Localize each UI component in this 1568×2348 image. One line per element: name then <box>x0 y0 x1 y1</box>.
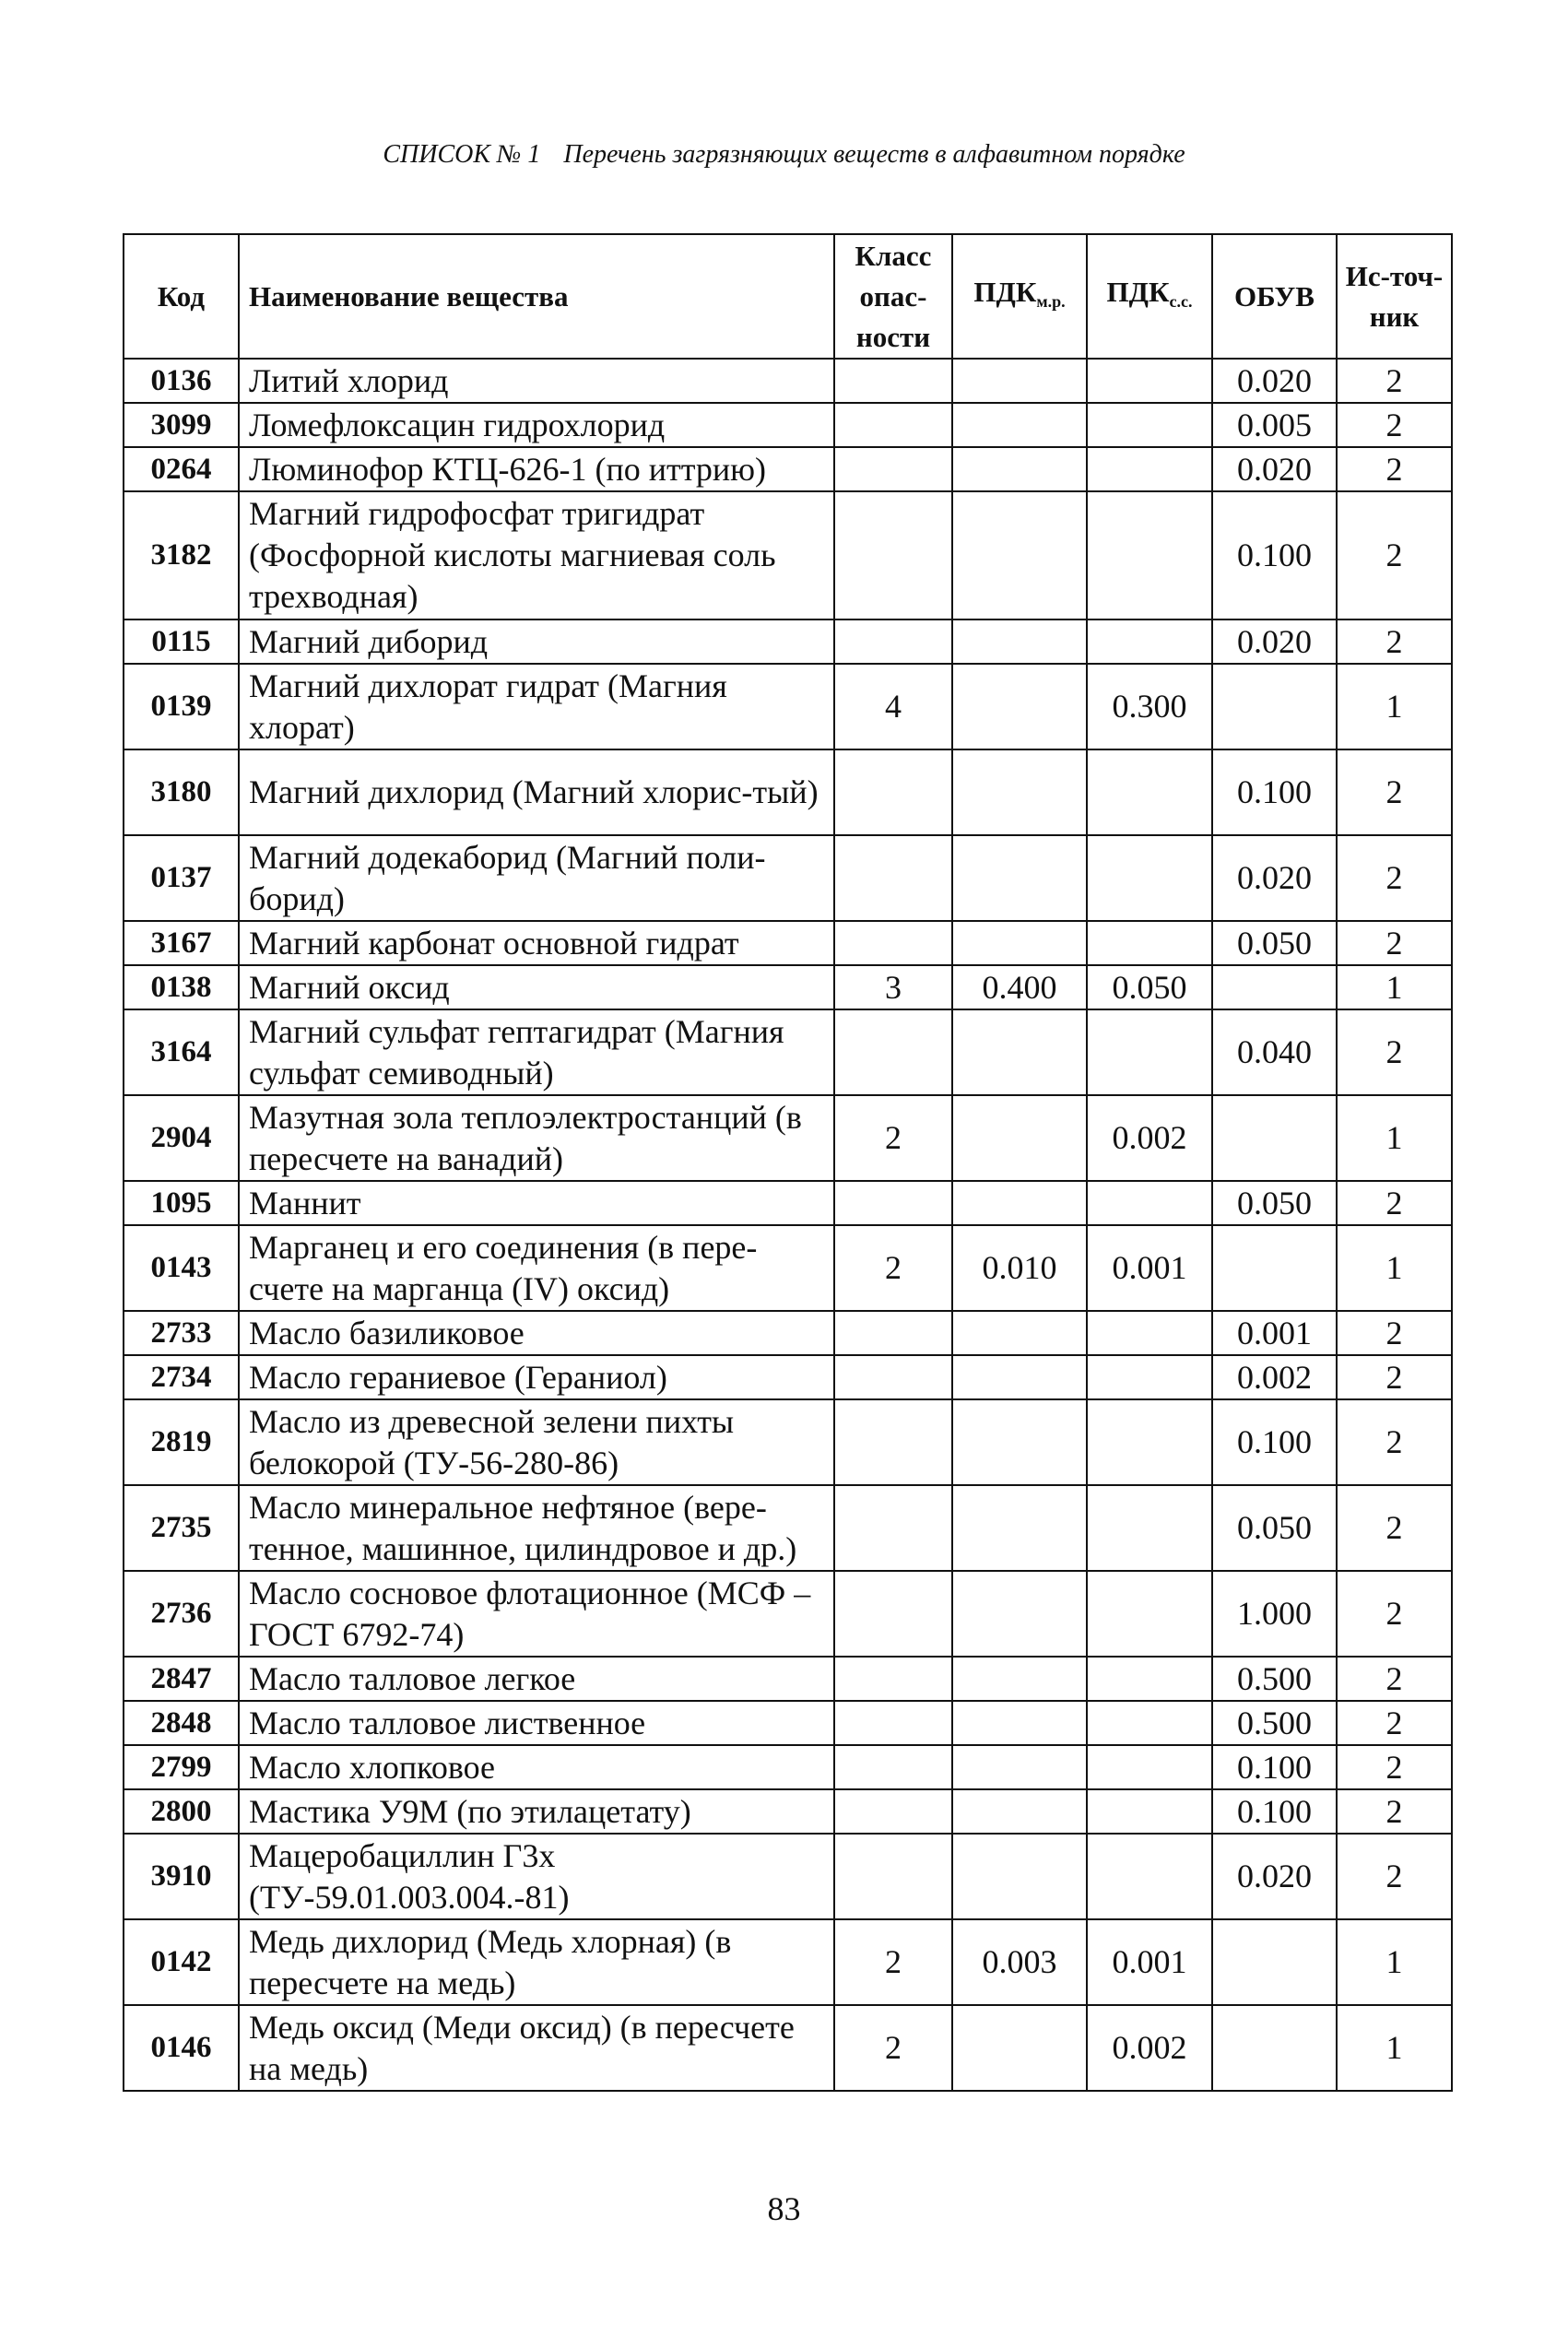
cell-pdk-mr <box>952 1571 1087 1657</box>
cell-code: 2734 <box>124 1355 239 1399</box>
cell-obuv <box>1212 2005 1337 2091</box>
cell-source: 2 <box>1337 1657 1452 1701</box>
cell-obuv <box>1212 1919 1337 2005</box>
cell-obuv: 0.050 <box>1212 1485 1337 1571</box>
cell-hazard-class <box>834 835 952 921</box>
cell-pdk-ss: 0.001 <box>1087 1919 1212 2005</box>
cell-pdk-mr <box>952 1789 1087 1834</box>
cell-pdk-mr <box>952 1355 1087 1399</box>
cell-name: Масло базиликовое <box>239 1311 834 1355</box>
cell-hazard-class: 2 <box>834 1095 952 1181</box>
cell-name: Магний гидрофосфат тригидрат (Фосфорной кислоты магниевая соль трехводная) <box>239 491 834 619</box>
cell-hazard-class <box>834 1311 952 1355</box>
cell-code: 0146 <box>124 2005 239 2091</box>
table-row <box>124 1399 1452 1485</box>
cell-pdk-ss <box>1087 1485 1212 1571</box>
cell-name: Мацеробациллин Г3х (ТУ-59.01.003.004.-81) <box>239 1834 834 1919</box>
table-row <box>124 619 1452 664</box>
cell-pdk-ss: 0.002 <box>1087 1095 1212 1181</box>
col-header-obuv: ОБУВ <box>1212 234 1337 359</box>
cell-pdk-ss <box>1087 1571 1212 1657</box>
list-title: СПИСОК № 1 <box>383 140 541 169</box>
cell-pdk-mr <box>952 1745 1087 1789</box>
cell-name: Люминофор КТЦ-626-1 (по иттрию) <box>239 447 834 491</box>
cell-pdk-ss <box>1087 1657 1212 1701</box>
cell-hazard-class <box>834 403 952 447</box>
cell-name: Магний додекаборид (Магний поли-борид) <box>239 835 834 921</box>
cell-pdk-mr <box>952 1181 1087 1225</box>
cell-source: 2 <box>1337 447 1452 491</box>
cell-code: 0137 <box>124 835 239 921</box>
cell-source: 1 <box>1337 2005 1452 2091</box>
col-header-pdk-mr <box>952 234 1087 359</box>
cell-code: 2736 <box>124 1571 239 1657</box>
cell-obuv <box>1212 1225 1337 1311</box>
cell-code: 3910 <box>124 1834 239 1919</box>
cell-source: 2 <box>1337 403 1452 447</box>
cell-code: 2799 <box>124 1745 239 1789</box>
cell-name: Литий хлорид <box>239 359 834 403</box>
cell-source: 2 <box>1337 921 1452 965</box>
cell-pdk-mr <box>952 664 1087 749</box>
cell-obuv: 0.020 <box>1212 359 1337 403</box>
cell-source: 2 <box>1337 835 1452 921</box>
table-row <box>124 1745 1452 1789</box>
cell-code: 0115 <box>124 619 239 664</box>
col-header-code: Код <box>124 234 239 359</box>
col-header-source: Ис-точ-ник <box>1337 234 1452 359</box>
cell-hazard-class <box>834 447 952 491</box>
cell-name: Маннит <box>239 1181 834 1225</box>
cell-hazard-class: 2 <box>834 2005 952 2091</box>
cell-pdk-mr <box>952 447 1087 491</box>
cell-obuv <box>1212 664 1337 749</box>
pdk-ss-sub: с.с. <box>1169 291 1193 311</box>
cell-obuv <box>1212 965 1337 1009</box>
cell-name: Магний карбонат основной гидрат <box>239 921 834 965</box>
cell-name: Масло сосновое флотационное (МСФ – ГОСТ 6792-74) <box>239 1571 834 1657</box>
cell-obuv: 0.100 <box>1212 1399 1337 1485</box>
cell-hazard-class: 3 <box>834 965 952 1009</box>
table-row <box>124 921 1452 965</box>
cell-pdk-ss <box>1087 749 1212 835</box>
cell-hazard-class <box>834 1701 952 1745</box>
table-row <box>124 1225 1452 1311</box>
table-row <box>124 1571 1452 1657</box>
cell-source: 2 <box>1337 1181 1452 1225</box>
table-row <box>124 359 1452 403</box>
cell-obuv: 1.000 <box>1212 1571 1337 1657</box>
cell-source: 2 <box>1337 749 1452 835</box>
cell-hazard-class: 2 <box>834 1225 952 1311</box>
page-header <box>0 140 1568 170</box>
table-row <box>124 1919 1452 2005</box>
table-row <box>124 1789 1452 1834</box>
table-row <box>124 1701 1452 1745</box>
cell-pdk-mr <box>952 1399 1087 1485</box>
cell-source: 1 <box>1337 664 1452 749</box>
cell-hazard-class <box>834 749 952 835</box>
cell-obuv: 0.001 <box>1212 1311 1337 1355</box>
cell-obuv: 0.050 <box>1212 1181 1337 1225</box>
cell-name: Магний дихлорат гидрат (Магния хлорат) <box>239 664 834 749</box>
pdk-mr-main: ПДК <box>973 275 1037 308</box>
cell-pdk-ss <box>1087 1789 1212 1834</box>
cell-pdk-mr <box>952 835 1087 921</box>
cell-hazard-class <box>834 1745 952 1789</box>
table-row <box>124 491 1452 619</box>
cell-code: 1095 <box>124 1181 239 1225</box>
cell-obuv: 0.100 <box>1212 1789 1337 1834</box>
cell-source: 2 <box>1337 1009 1452 1095</box>
cell-source: 2 <box>1337 1834 1452 1919</box>
cell-code: 3180 <box>124 749 239 835</box>
cell-pdk-mr <box>952 749 1087 835</box>
col-header-name: Наименование вещества <box>239 234 834 359</box>
pdk-ss-main: ПДК <box>1106 275 1170 308</box>
cell-obuv: 0.040 <box>1212 1009 1337 1095</box>
cell-pdk-mr <box>952 403 1087 447</box>
cell-name: Магний диборид <box>239 619 834 664</box>
cell-source: 2 <box>1337 359 1452 403</box>
cell-obuv <box>1212 1095 1337 1181</box>
table-row <box>124 1181 1452 1225</box>
cell-hazard-class <box>834 1834 952 1919</box>
cell-pdk-ss <box>1087 1009 1212 1095</box>
cell-pdk-ss: 0.300 <box>1087 664 1212 749</box>
table-row <box>124 1009 1452 1095</box>
cell-obuv: 0.100 <box>1212 1745 1337 1789</box>
cell-source: 2 <box>1337 1701 1452 1745</box>
cell-code: 0138 <box>124 965 239 1009</box>
cell-hazard-class <box>834 619 952 664</box>
col-header-hazard-class: Класс опас-ности <box>834 234 952 359</box>
cell-pdk-ss <box>1087 1701 1212 1745</box>
cell-code: 2800 <box>124 1789 239 1834</box>
cell-pdk-ss <box>1087 1311 1212 1355</box>
cell-code: 2848 <box>124 1701 239 1745</box>
cell-obuv: 0.100 <box>1212 749 1337 835</box>
cell-code: 3099 <box>124 403 239 447</box>
cell-obuv: 0.020 <box>1212 447 1337 491</box>
cell-pdk-ss <box>1087 619 1212 664</box>
cell-name: Масло из древесной зелени пихты белокорой (ТУ-56-280-86) <box>239 1399 834 1485</box>
cell-hazard-class <box>834 1789 952 1834</box>
table-row <box>124 1095 1452 1181</box>
cell-obuv: 0.500 <box>1212 1701 1337 1745</box>
cell-code: 2819 <box>124 1399 239 1485</box>
pdk-mr-sub: м.р. <box>1036 291 1066 311</box>
cell-code: 0139 <box>124 664 239 749</box>
cell-source: 2 <box>1337 619 1452 664</box>
table-row <box>124 965 1452 1009</box>
cell-pdk-ss <box>1087 403 1212 447</box>
cell-name: Медь дихлорид (Медь хлорная) (в пересчете на медь) <box>239 1919 834 2005</box>
cell-pdk-mr <box>952 1009 1087 1095</box>
cell-pdk-mr <box>952 359 1087 403</box>
cell-pdk-ss <box>1087 1399 1212 1485</box>
table-row <box>124 1485 1452 1571</box>
cell-name: Мастика У9М (по этилацетату) <box>239 1789 834 1834</box>
table-row <box>124 447 1452 491</box>
cell-code: 0142 <box>124 1919 239 2005</box>
table-row <box>124 835 1452 921</box>
cell-name: Масло хлопковое <box>239 1745 834 1789</box>
cell-pdk-ss: 0.002 <box>1087 2005 1212 2091</box>
cell-obuv: 0.020 <box>1212 619 1337 664</box>
cell-name: Марганец и его соединения (в пере-счете на марганца (IV) оксид) <box>239 1225 834 1311</box>
cell-hazard-class <box>834 1355 952 1399</box>
cell-pdk-ss <box>1087 1834 1212 1919</box>
cell-source: 1 <box>1337 1919 1452 2005</box>
cell-hazard-class <box>834 491 952 619</box>
cell-pdk-mr: 0.003 <box>952 1919 1087 2005</box>
cell-source: 1 <box>1337 1095 1452 1181</box>
cell-source: 2 <box>1337 491 1452 619</box>
cell-source: 1 <box>1337 1225 1452 1311</box>
cell-hazard-class <box>834 359 952 403</box>
cell-pdk-ss <box>1087 447 1212 491</box>
table-row <box>124 1834 1452 1919</box>
cell-source: 2 <box>1337 1571 1452 1657</box>
cell-pdk-mr <box>952 491 1087 619</box>
list-subtitle: Перечень загрязняющих веществ в алфавитном порядке <box>563 140 1185 169</box>
table-row <box>124 1311 1452 1355</box>
cell-pdk-ss <box>1087 1181 1212 1225</box>
cell-obuv: 0.020 <box>1212 835 1337 921</box>
cell-code: 2733 <box>124 1311 239 1355</box>
cell-pdk-mr <box>952 921 1087 965</box>
cell-pdk-ss: 0.001 <box>1087 1225 1212 1311</box>
substances-table <box>123 233 1453 2092</box>
cell-name: Магний дихлорид (Магний хлорис-тый) <box>239 749 834 835</box>
cell-pdk-mr <box>952 1485 1087 1571</box>
cell-pdk-mr <box>952 2005 1087 2091</box>
cell-code: 0264 <box>124 447 239 491</box>
table-header-row <box>124 234 1452 359</box>
cell-pdk-ss <box>1087 491 1212 619</box>
cell-name: Магний оксид <box>239 965 834 1009</box>
cell-code: 3164 <box>124 1009 239 1095</box>
table-row <box>124 403 1452 447</box>
cell-pdk-mr <box>952 1657 1087 1701</box>
table-row <box>124 749 1452 835</box>
cell-code: 0143 <box>124 1225 239 1311</box>
cell-source: 1 <box>1337 965 1452 1009</box>
cell-obuv: 0.500 <box>1212 1657 1337 1701</box>
cell-hazard-class <box>834 1571 952 1657</box>
table-row <box>124 1355 1452 1399</box>
cell-pdk-mr <box>952 1311 1087 1355</box>
cell-pdk-mr <box>952 1834 1087 1919</box>
table-row <box>124 664 1452 749</box>
cell-pdk-ss <box>1087 835 1212 921</box>
cell-source: 2 <box>1337 1485 1452 1571</box>
cell-hazard-class: 2 <box>834 1919 952 2005</box>
cell-name: Мазутная зола теплоэлектростанций (в пересчете на ванадий) <box>239 1095 834 1181</box>
cell-pdk-ss <box>1087 921 1212 965</box>
substances-table-wrap <box>123 233 1451 2092</box>
table-row <box>124 1657 1452 1701</box>
cell-obuv: 0.020 <box>1212 1834 1337 1919</box>
cell-code: 3182 <box>124 491 239 619</box>
cell-pdk-ss <box>1087 359 1212 403</box>
cell-hazard-class <box>834 1485 952 1571</box>
cell-pdk-mr: 0.400 <box>952 965 1087 1009</box>
cell-pdk-ss <box>1087 1355 1212 1399</box>
cell-code: 0136 <box>124 359 239 403</box>
cell-name: Масло талловое лиственное <box>239 1701 834 1745</box>
cell-hazard-class <box>834 1009 952 1095</box>
cell-obuv: 0.005 <box>1212 403 1337 447</box>
cell-code: 2847 <box>124 1657 239 1701</box>
cell-pdk-ss <box>1087 1745 1212 1789</box>
cell-name: Ломефлоксацин гидрохлорид <box>239 403 834 447</box>
cell-hazard-class <box>834 921 952 965</box>
cell-pdk-mr <box>952 1095 1087 1181</box>
cell-pdk-mr <box>952 1701 1087 1745</box>
table-body <box>124 359 1452 2091</box>
cell-source: 2 <box>1337 1355 1452 1399</box>
cell-code: 3167 <box>124 921 239 965</box>
cell-name: Масло гераниевое (Гераниол) <box>239 1355 834 1399</box>
cell-source: 2 <box>1337 1745 1452 1789</box>
cell-name: Магний сульфат гептагидрат (Магния сульфат семиводный) <box>239 1009 834 1095</box>
page-number: 83 <box>767 2190 801 2227</box>
cell-name: Масло минеральное нефтяное (вере-тенное, машинное, цилиндровое и др.) <box>239 1485 834 1571</box>
cell-hazard-class: 4 <box>834 664 952 749</box>
cell-obuv: 0.100 <box>1212 491 1337 619</box>
cell-pdk-ss: 0.050 <box>1087 965 1212 1009</box>
cell-name: Масло талловое легкое <box>239 1657 834 1701</box>
cell-code: 2904 <box>124 1095 239 1181</box>
cell-pdk-mr: 0.010 <box>952 1225 1087 1311</box>
cell-hazard-class <box>834 1657 952 1701</box>
cell-hazard-class <box>834 1399 952 1485</box>
cell-source: 2 <box>1337 1311 1452 1355</box>
cell-name: Медь оксид (Меди оксид) (в пересчете на медь) <box>239 2005 834 2091</box>
cell-source: 2 <box>1337 1399 1452 1485</box>
cell-obuv: 0.050 <box>1212 921 1337 965</box>
table-row <box>124 2005 1452 2091</box>
cell-hazard-class <box>834 1181 952 1225</box>
cell-source: 2 <box>1337 1789 1452 1834</box>
cell-pdk-mr <box>952 619 1087 664</box>
col-header-pdk-ss <box>1087 234 1212 359</box>
cell-obuv: 0.002 <box>1212 1355 1337 1399</box>
cell-code: 2735 <box>124 1485 239 1571</box>
